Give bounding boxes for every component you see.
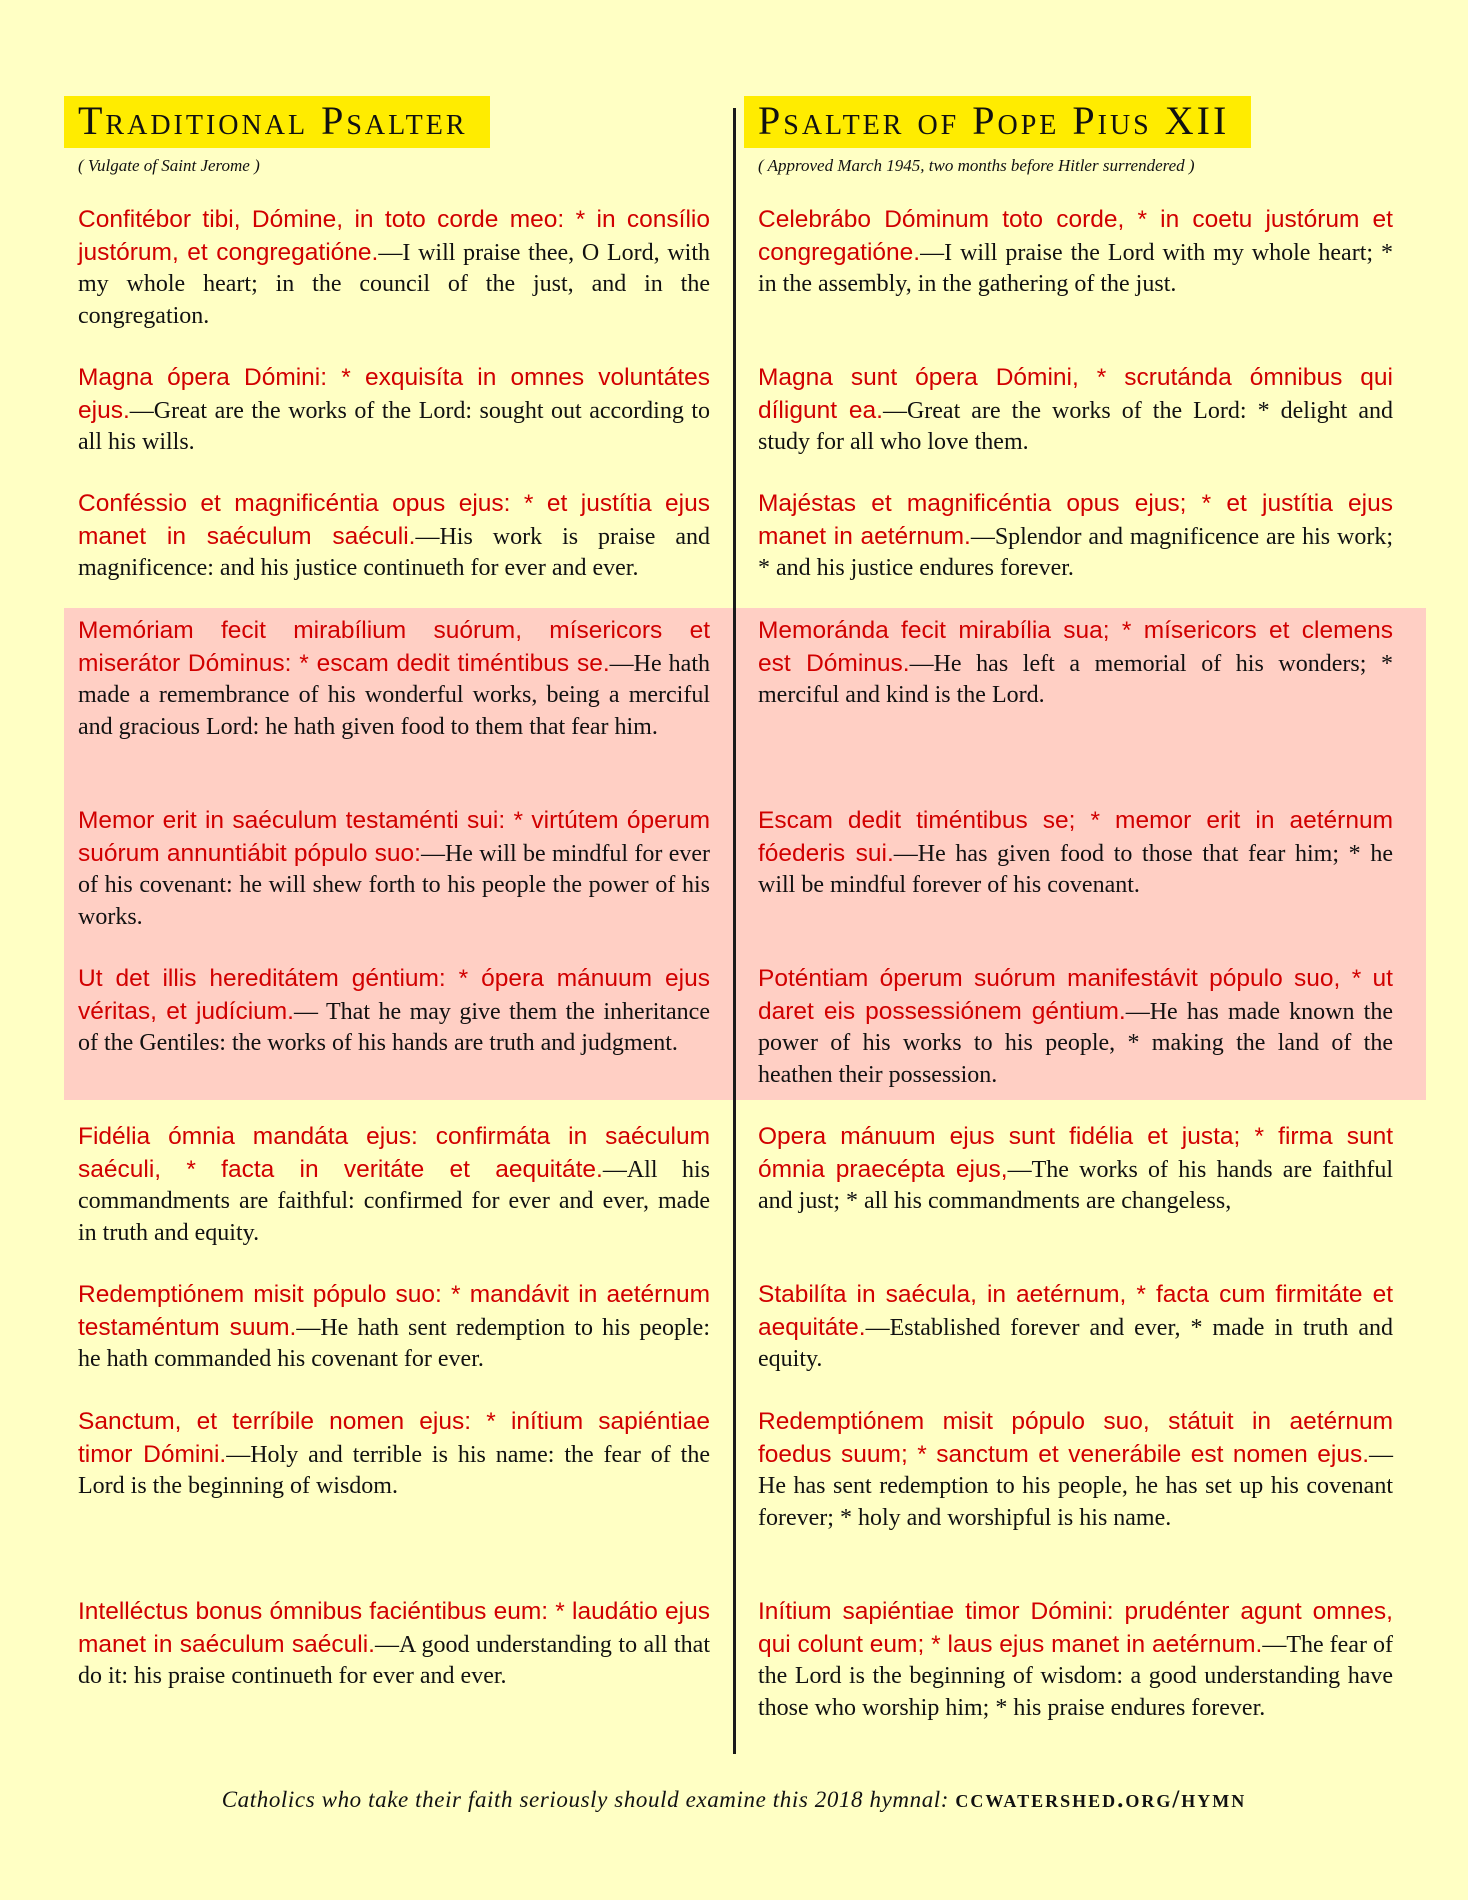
english-text: —He has given food to those that fear him; * he will be mindful forever of his covenant. xyxy=(758,840,1393,899)
english-text: —He has made known the power of his works to his people, * making the land of the heathen their possession. xyxy=(758,998,1393,1088)
latin-text: Magna sunt ópera Dómini, * scrutánda ómnibus qui díligunt ea. xyxy=(758,364,1393,424)
verse xyxy=(758,1279,1393,1406)
english-text: —The works of his hands are faithful and just; * all his commandments are changeless, xyxy=(758,1156,1393,1215)
latin-text: Sanctum, et terríbile nomen ejus: * inítium sapiéntiae timor Dómini. xyxy=(78,1408,710,1468)
latin-text: Inítium sapiéntiae timor Dómini: prudénter agunt omnes, qui colunt eum; * laus ejus manet in aetérnum. xyxy=(758,1598,1393,1658)
verse xyxy=(78,362,710,488)
latin-text: Intelléctus bonus ómnibus faciéntibus eum: * laudátio ejus manet in saéculum saéculi. xyxy=(78,1598,710,1658)
latin-text: Magna ópera Dómini: * exquisíta in omnes voluntátes ejus. xyxy=(78,364,710,424)
english-text: —Great are the works of the Lord: sought out according to all his wills. xyxy=(78,397,710,456)
verse xyxy=(78,204,710,362)
verse xyxy=(78,805,710,963)
latin-text: Poténtiam óperum suórum manifestávit pópulo suo, * ut daret eis possessiónem géntium. xyxy=(758,965,1393,1025)
english-text: —All his commandments are faithful: confirmed for ever and ever, made in truth and equity. xyxy=(78,1156,710,1246)
pius-xii-psalter-column xyxy=(744,96,1399,1756)
verse xyxy=(78,1279,710,1406)
english-text: —I will praise thee, O Lord, with my whole heart; in the council of the just, and in the congregation. xyxy=(78,239,710,329)
english-text: —Splendor and magnificence are his work; * and his justice endures forever. xyxy=(758,523,1393,582)
column-subtitle: ( Vulgate of Saint Jerome ) xyxy=(78,156,260,175)
latin-text: Opera mánuum ejus sunt fidélia et justa; * firma sunt ómnia praecépta ejus, xyxy=(758,1123,1393,1183)
verse xyxy=(78,1406,710,1596)
latin-text: Memoránda fecit mirabília sua; * mísericors et clemens est Dóminus. xyxy=(758,617,1393,677)
column-title: Psalter of Pope Pius XII xyxy=(744,96,1251,148)
traditional-psalter-column xyxy=(64,96,714,1756)
footer-note xyxy=(0,1786,1468,1814)
english-text: —The fear of the Lord is the beginning of wisdom: a good understanding have those who worship him; * his praise endures forever. xyxy=(758,1631,1394,1721)
english-text: —He will be mindful for ever of his covenant: he will shew forth to his people the power of his works. xyxy=(78,840,710,930)
verse xyxy=(758,204,1393,362)
english-text: —He has left a memorial of his wonders; * merciful and kind is the Lord. xyxy=(758,650,1394,709)
verse xyxy=(78,963,710,1121)
english-text: — He has sent redemption to his people, he has set up his covenant forever; * holy and worshipful is his name. xyxy=(758,1441,1393,1531)
latin-text: Redemptiónem misit pópulo suo: * mandávit in aetérnum testaméntum suum. xyxy=(78,1281,710,1341)
latin-text: Celebrábo Dóminum toto corde, * in coetu justórum et congregatióne. xyxy=(758,206,1393,266)
english-text: —He hath made a remembrance of his wonderful works, being a merciful and gracious Lord: he hath given food to them that fear him. xyxy=(78,650,710,740)
verse xyxy=(758,615,1393,805)
latin-text: Ut det illis hereditátem géntium: * ópera mánuum ejus véritas, et judícium. xyxy=(78,965,710,1025)
latin-text: Redemptiónem misit pópulo suo, státuit in aetérnum foedus suum; * sanctum et venerábile est nomen ejus. xyxy=(758,1408,1393,1468)
column-divider xyxy=(733,108,736,1754)
verse xyxy=(758,1406,1393,1596)
hymnal-link[interactable]: ccwatershed.org/hymn xyxy=(955,1786,1247,1813)
verse xyxy=(758,805,1393,963)
verse-list xyxy=(64,204,710,1756)
verse-list xyxy=(744,204,1393,1756)
english-text: —Established forever and ever, * made in truth and equity. xyxy=(758,1314,1393,1373)
verse xyxy=(758,362,1393,488)
english-text: — That he may give them the inheritance of the Gentiles: the works of his hands are truth and judgment. xyxy=(78,998,710,1057)
latin-text: Memóriam fecit mirabílium suórum, mísericors et miserátor Dóminus: * escam dedit timéntibus se. xyxy=(78,617,710,677)
latin-text: Escam dedit timéntibus se; * memor erit in aetérnum fóederis sui. xyxy=(758,807,1393,867)
english-text: —His work is praise and magnificence: and his justice continueth for ever and ever. xyxy=(78,523,710,582)
english-text: —He hath sent redemption to his people: he hath commanded his covenant for ever. xyxy=(78,1314,710,1373)
latin-text: Fidélia ómnia mandáta ejus: confirmáta in saéculum saéculi, * facta in veritáte et aequitáte. xyxy=(78,1123,710,1183)
english-text: —Holy and terrible is his name: the fear of the Lord is the beginning of wisdom. xyxy=(78,1441,710,1500)
verse xyxy=(758,488,1393,615)
verse xyxy=(78,615,710,805)
verse xyxy=(758,963,1393,1121)
verse xyxy=(78,1121,710,1279)
verse xyxy=(78,488,710,615)
latin-text: Conféssio et magnificéntia opus ejus: * et justítia ejus manet in saéculum saéculi. xyxy=(78,490,710,550)
english-text: —A good understanding to all that do it: his praise continueth for ever and ever. xyxy=(78,1631,711,1690)
latin-text: Majéstas et magnificéntia opus ejus; * et justítia ejus manet in aetérnum. xyxy=(758,490,1393,550)
latin-text: Memor erit in saéculum testaménti sui: * virtútem óperum suórum annuntiábit pópulo suo: xyxy=(78,807,710,867)
footer-text: Catholics who take their faith seriously should examine this 2018 hymnal: xyxy=(221,1787,956,1812)
latin-text: Confitébor tibi, Dómine, in toto corde meo: * in consílio justórum, et congregatióne. xyxy=(78,206,710,266)
verse xyxy=(758,1596,1393,1756)
verse xyxy=(758,1121,1393,1279)
column-title: Traditional Psalter xyxy=(64,96,490,148)
verse xyxy=(78,1596,710,1756)
english-text: —I will praise the Lord with my whole heart; * in the assembly, in the gathering of the just. xyxy=(758,239,1393,298)
column-subtitle: ( Approved March 1945, two months before Hitler surrendered ) xyxy=(758,156,1195,175)
english-text: —Great are the works of the Lord: * delight and study for all who love them. xyxy=(758,397,1393,456)
latin-text: Stabilíta in saécula, in aetérnum, * facta cum firmitáte et aequitáte. xyxy=(758,1281,1393,1341)
